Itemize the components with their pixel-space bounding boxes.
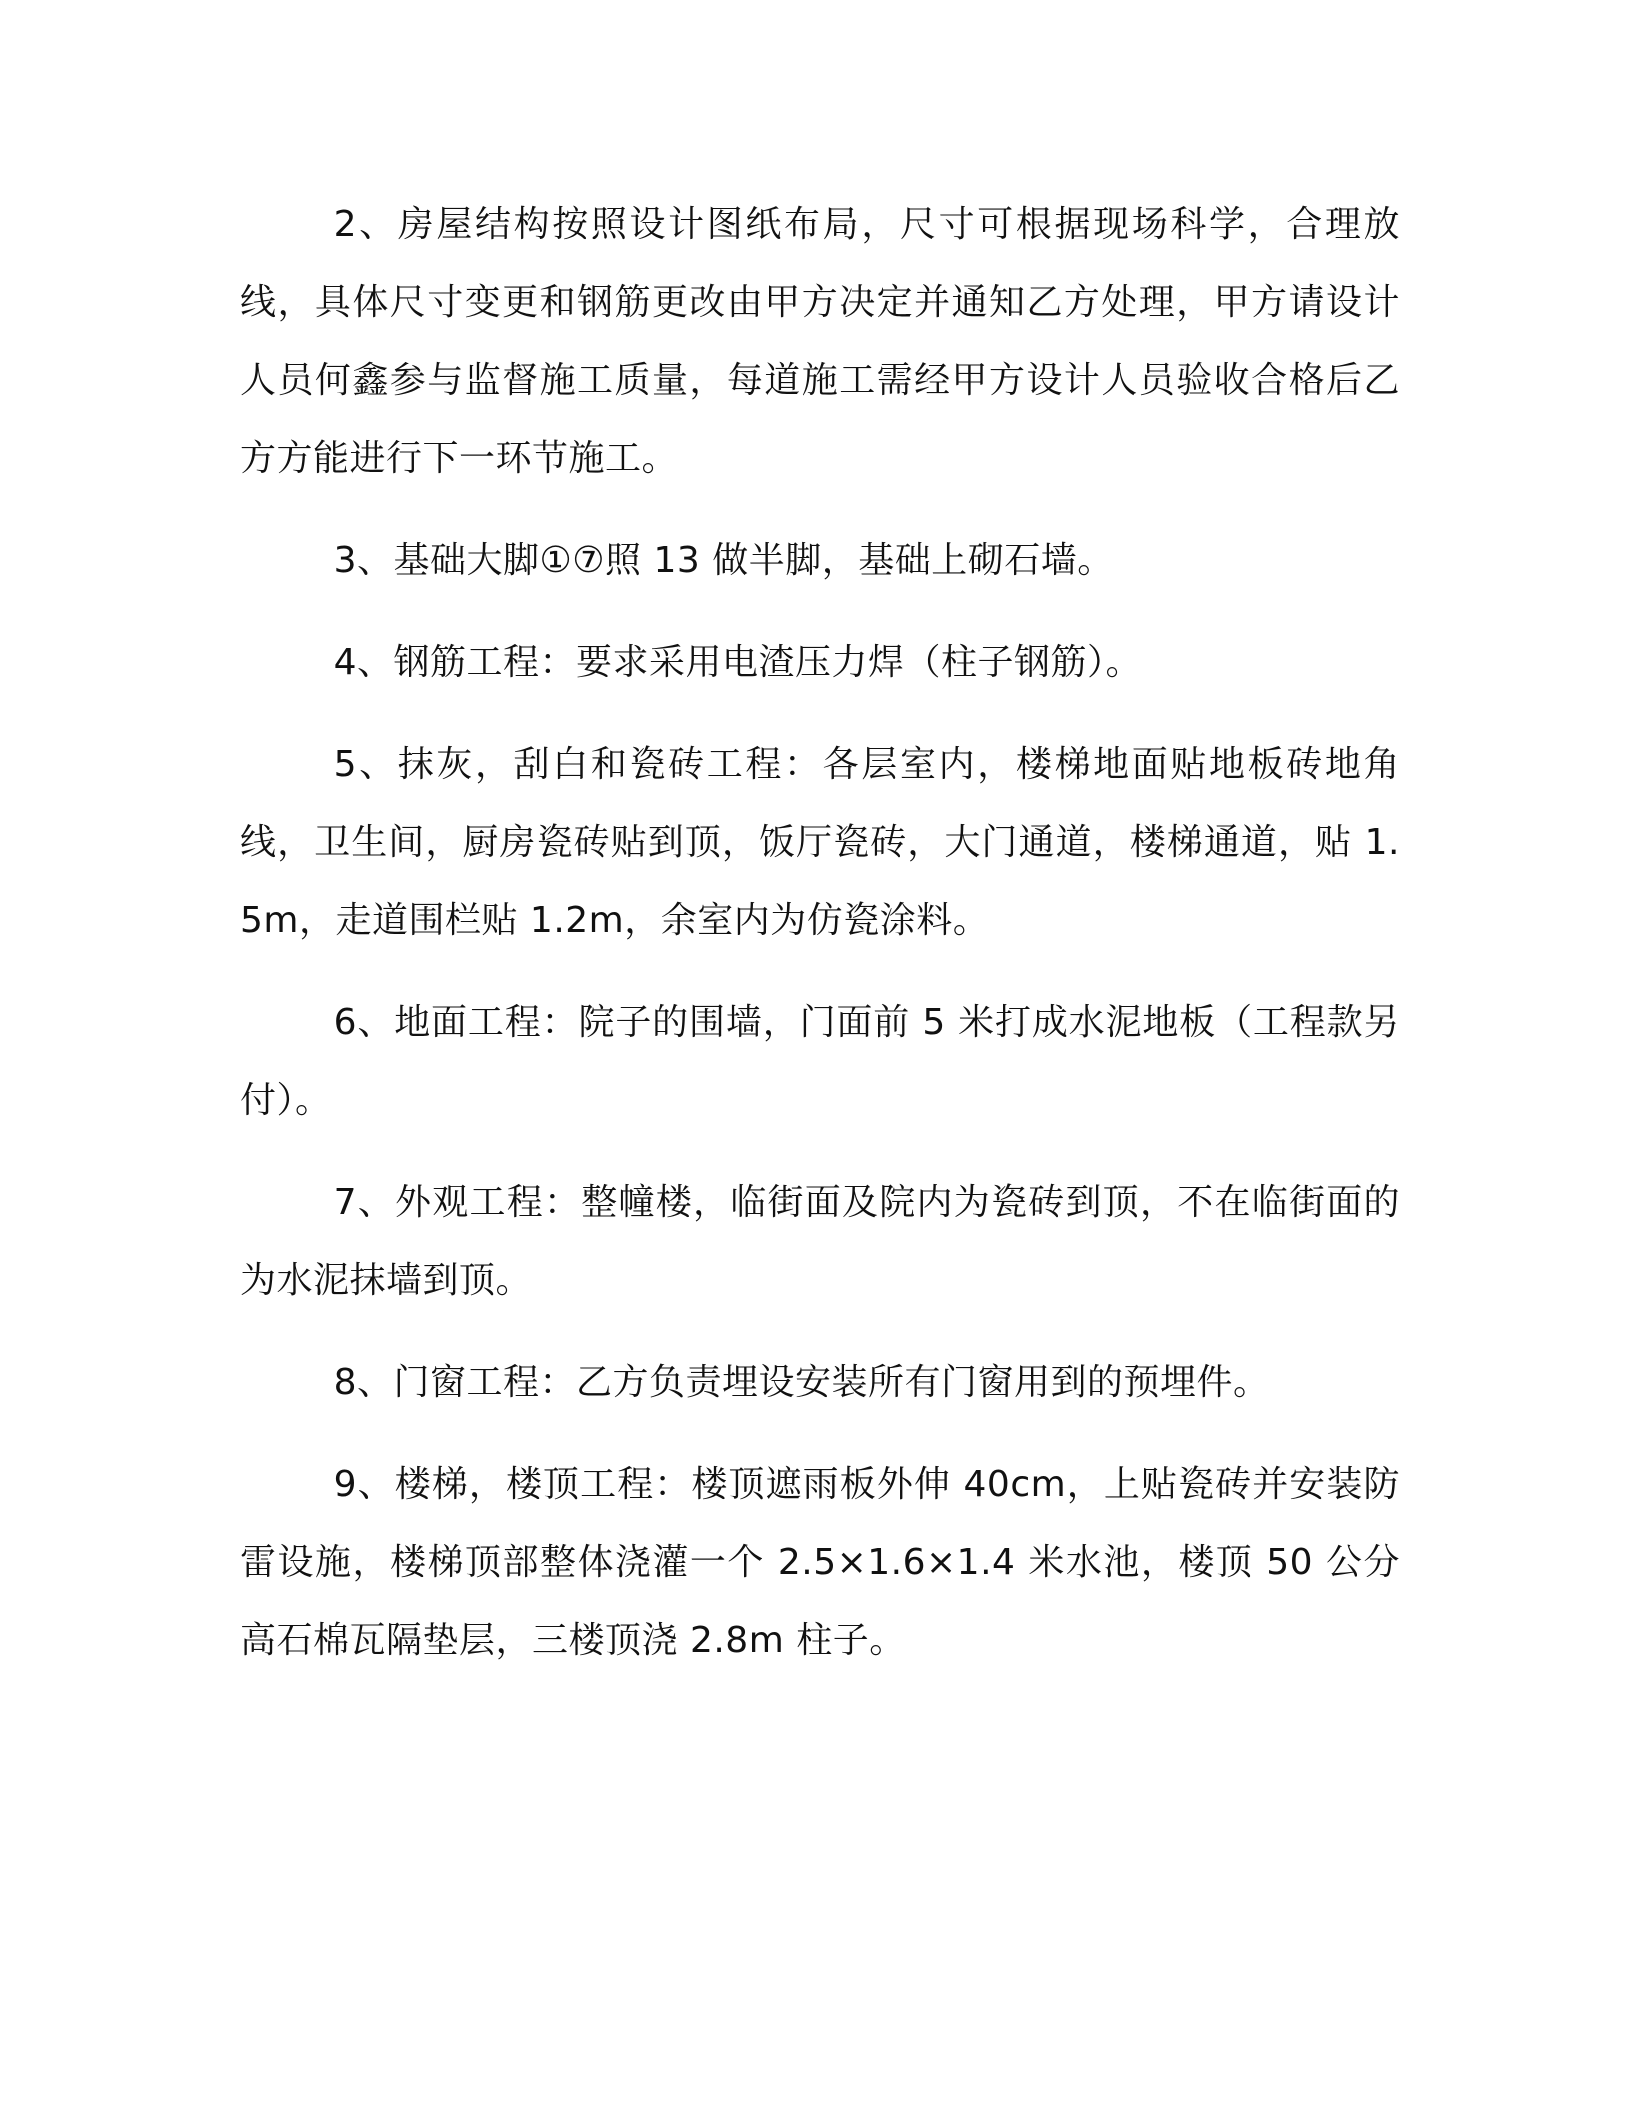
paragraph-6-ground: 6、地面工程：院子的围墙，门面前 5 米打成水泥地板（工程款另付）。 — [240, 1002, 1400, 1121]
paragraph-3-foundation: 3、基础大脚①⑦照 13 做半脚，基础上砌石墙。 — [333, 540, 1114, 581]
paragraph-5-plaster-tiles: 5、抹灰，刮白和瓷砖工程：各层室内，楼梯地面贴地板砖地角线，卫生间，厨房瓷砖贴到顶，饭厅瓷砖，大门通道，楼梯通道，贴 1.5m，走道围栏贴 1.2m，余室内为仿瓷涂料。 — [240, 744, 1400, 941]
paragraph-9-stairs-roof: 9、楼梯，楼顶工程：楼顶遮雨板外伸 40cm，上贴瓷砖并安装防雷设施，楼梯顶部整体浇灌一个 2.5×1.6×1.4 米水池，楼顶 50 公分高石棉瓦隔垫层，三楼顶浇 2.8m 柱子。 — [240, 1464, 1400, 1661]
paragraph-4-rebar: 4、钢筋工程：要求采用电渣压力焊（柱子钢筋）。 — [333, 642, 1142, 683]
document-body — [240, 186, 1400, 1704]
paragraph-8-doors-windows: 8、门窗工程：乙方负责埋设安装所有门窗用到的预埋件。 — [333, 1362, 1270, 1403]
paragraph-7-exterior: 7、外观工程：整幢楼，临街面及院内为瓷砖到顶，不在临街面的为水泥抹墙到顶。 — [240, 1182, 1400, 1301]
paragraph-2-structure: 2、房屋结构按照设计图纸布局，尺寸可根据现场科学，合理放线，具体尺寸变更和钢筋更改由甲方决定并通知乙方处理，甲方请设计人员何鑫参与监督施工质量，每道施工需经甲方设计人员验收合格后乙方方能进行下一环节施工。 — [240, 204, 1400, 479]
